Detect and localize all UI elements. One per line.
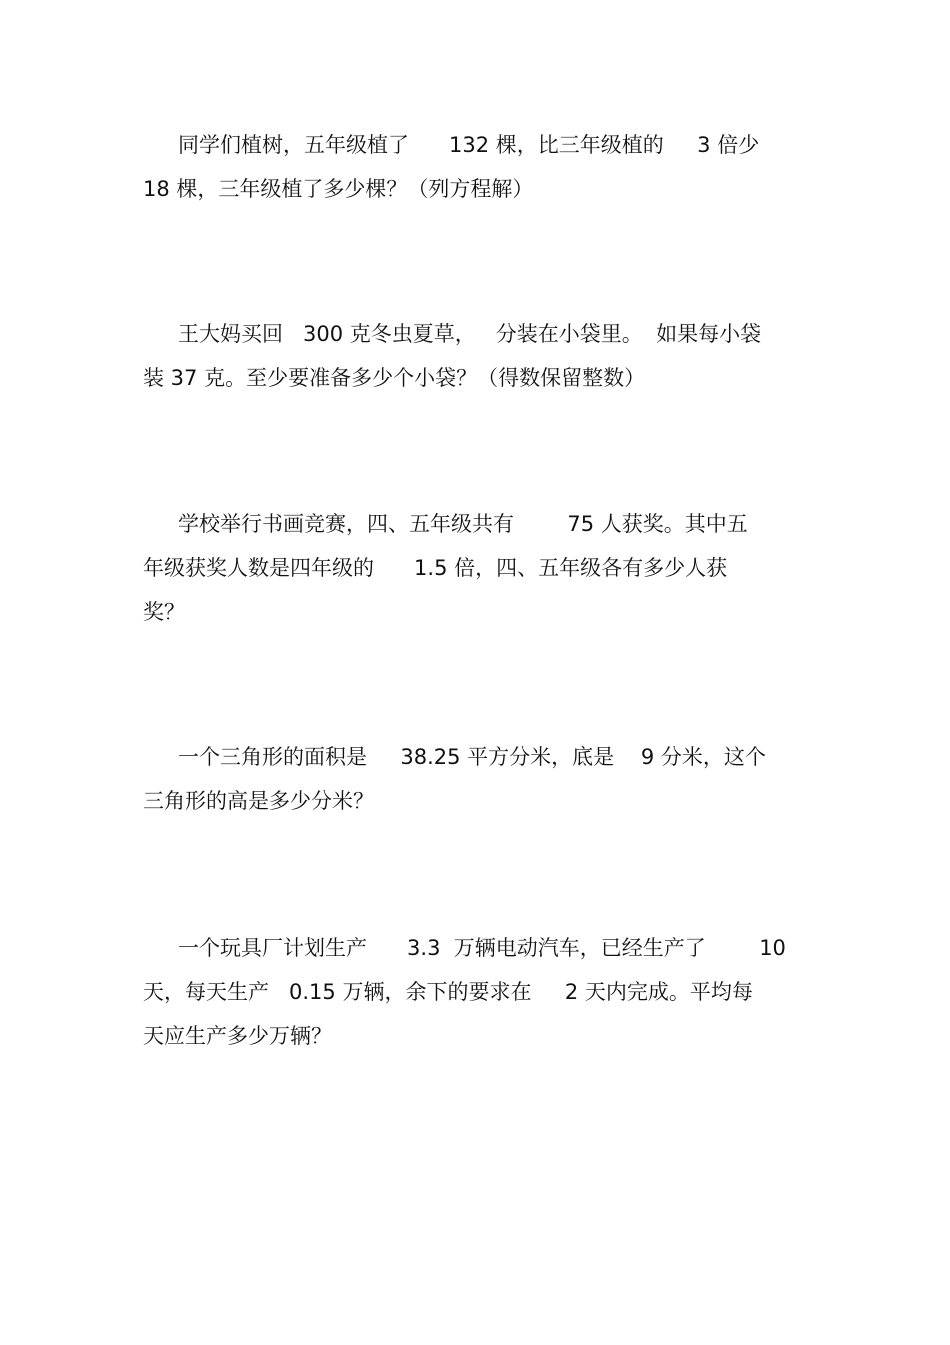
- problem-line: 同学们植树，五年级植了 132 棵，比三年级植的 3 倍少: [178, 133, 760, 157]
- problem-line: 三角形的高是多少分米？: [143, 789, 374, 813]
- word-problem-4: [143, 735, 823, 823]
- problem-line: 学校举行书画竞赛，四、五年级共有 75 人获奖。其中五: [178, 512, 748, 536]
- problem-line: 装 37 克。至少要准备多少个小袋？（得数保留整数）: [143, 366, 646, 390]
- word-problem-5: [143, 926, 823, 1058]
- problem-line: 一个玩具厂计划生产 3.3 万辆电动汽车，已经生产了 10: [178, 936, 786, 960]
- problem-line: 天，每天生产 0.15 万辆，余下的要求在 2 天内完成。平均每: [143, 980, 753, 1004]
- problem-line: 奖？: [143, 600, 185, 624]
- problem-line: 18 棵，三年级植了多少棵？（列方程解）: [143, 177, 534, 201]
- problem-line: 一个三角形的面积是 38.25 平方分米，底是 9 分米，这个: [178, 745, 766, 769]
- problem-line: 天应生产多少万辆？: [143, 1024, 332, 1048]
- problem-line: 年级获奖人数是四年级的 1.5 倍，四、五年级各有多少人获: [143, 556, 728, 580]
- problem-line: 王大妈买回 300 克冬虫夏草， 分装在小袋里。 如果每小袋: [178, 322, 762, 346]
- word-problem-1: [143, 123, 823, 211]
- word-problem-2: [143, 312, 823, 400]
- word-problem-3: [143, 502, 823, 634]
